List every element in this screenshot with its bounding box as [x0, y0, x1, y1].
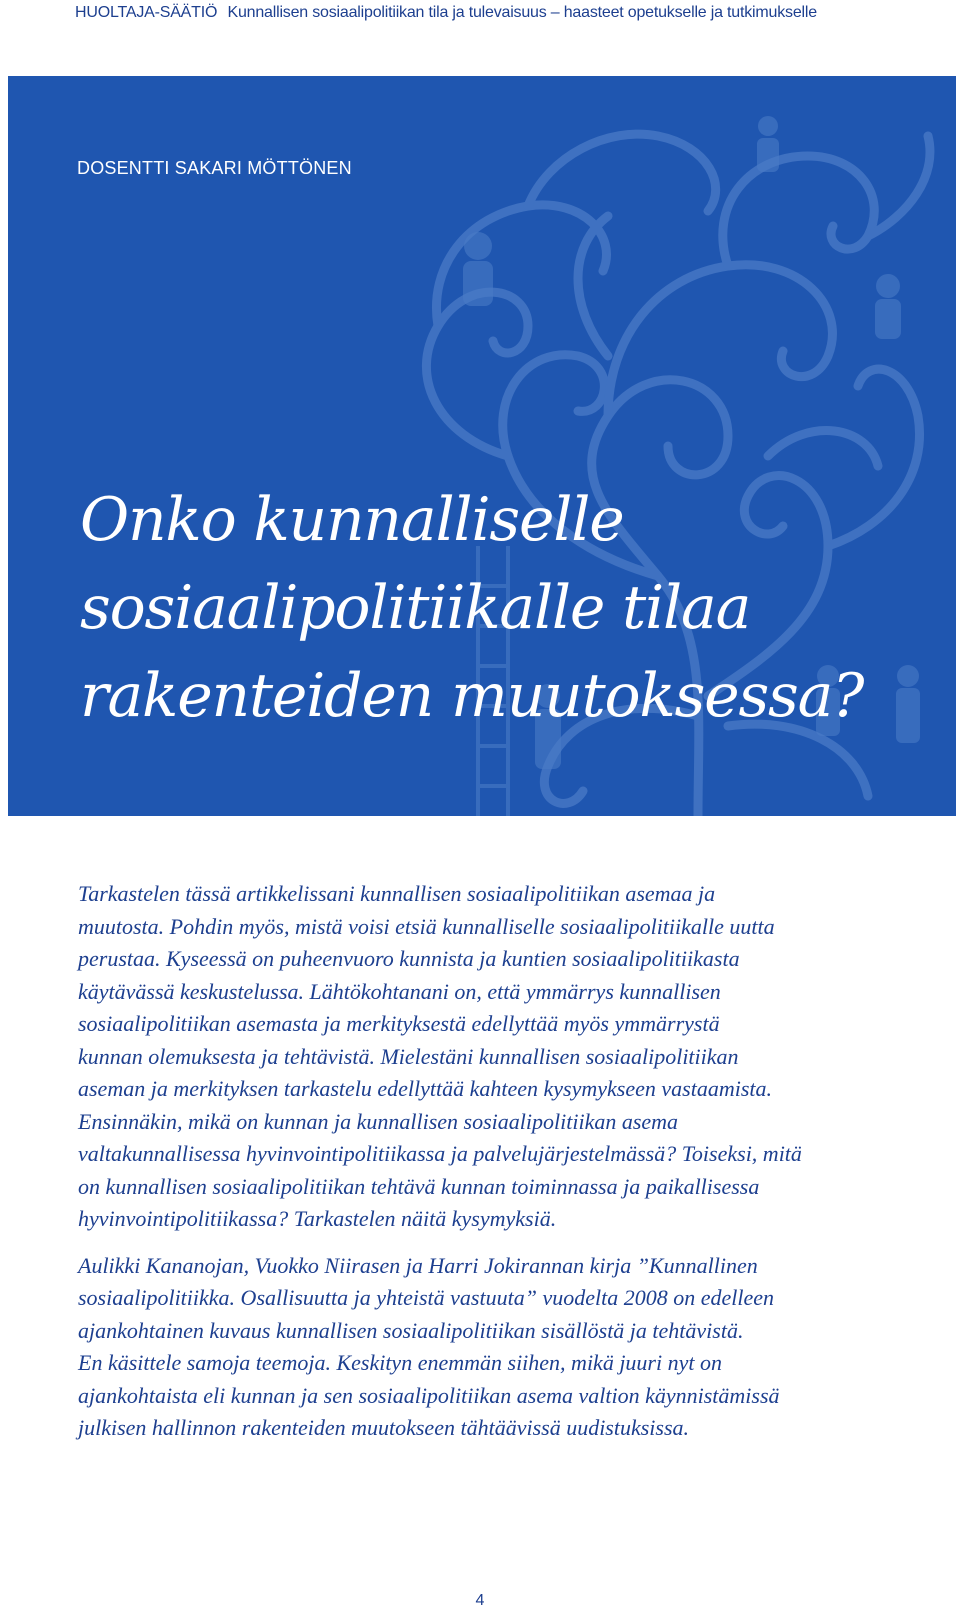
text-line: ajankohtainen kuvaus kunnallisen sosiaalipolitiikan sisällöstä ja tehtävistä.	[78, 1317, 744, 1343]
text-line: perustaa. Kyseessä on puheenvuoro kunnista ja kuntien sosiaalipolitiikasta	[78, 946, 740, 971]
text-line: kunnan olemuksesta ja tehtävistä. Mielestäni kunnallisen sosiaalipolitiikan	[78, 1043, 739, 1069]
article-body	[78, 878, 918, 1459]
title-line: sosiaalipolitiikalle tilaa	[80, 573, 751, 643]
text-line: sosiaalipolitiikan asemasta ja merkityksestä edellyttää myös ymmärrystä	[78, 1011, 720, 1036]
title-line: rakenteiden muutoksessa?	[80, 661, 864, 731]
text-line: valtakunnallisessa hyvinvointipolitiikassa ja palvelujärjestelmässä? Toiseksi, mitä	[78, 1141, 802, 1166]
text-line: julkisen hallinnon rakenteiden muutokseen tähtäävissä uudistuksissa.	[78, 1415, 690, 1440]
text-line: on kunnallisen sosiaalipolitiikan tehtävä kunnan toiminnassa ja paikallisessa	[78, 1173, 760, 1199]
running-header	[75, 4, 817, 22]
title-banner	[8, 76, 956, 816]
paragraph	[78, 1250, 918, 1445]
text-line: hyvinvointipolitiikassa? Tarkastelen näitä kysymyksiä.	[78, 1206, 557, 1231]
text-line: sosiaalipolitiikka. Osallisuutta ja yhteistä vastuuta” vuodelta 2008 on edelleen	[78, 1285, 774, 1310]
text-line: aseman ja merkityksen tarkastelu edellyttää kahteen kysymykseen vastaamista.	[78, 1076, 772, 1101]
text-line: käytävässä keskustelussa. Lähtökohtanani on, että ymmärrys kunnallisen	[78, 978, 721, 1004]
text-line: muutosta. Pohdin myös, mistä voisi etsiä kunnalliselle sosiaalipolitiikalle uutta	[78, 913, 775, 939]
author-name: DOSENTTI SAKARI MÖTTÖNEN	[77, 158, 352, 178]
title-line: Onko kunnalliselle	[80, 485, 624, 555]
paragraph	[78, 878, 918, 1236]
text-line: ajankohtaista eli kunnan ja sen sosiaalipolitiikan asema valtion käynnistämissä	[78, 1382, 780, 1408]
article-title	[80, 476, 863, 740]
text-line: En käsittele samoja teemoja. Keskityn enemmän siihen, mikä juuri nyt on	[78, 1350, 722, 1375]
organization-name: HUOLTAJA-SÄÄTIÖ	[75, 4, 218, 21]
text-line: Tarkastelen tässä artikkelissani kunnallisen sosiaalipolitiikan asemaa ja	[78, 881, 716, 906]
text-line: Ensinnäkin, mikä on kunnan ja kunnallisen sosiaalipolitiikan asema	[78, 1108, 679, 1134]
text-line: Aulikki Kananojan, Vuokko Niirasen ja Harri Jokirannan kirja ”Kunnallinen	[78, 1252, 758, 1278]
publication-title: Kunnallisen sosiaalipolitiikan tila ja tulevaisuus – haasteet opetukselle ja tutkimukselle	[227, 4, 817, 21]
page-number: 4	[475, 1592, 485, 1609]
